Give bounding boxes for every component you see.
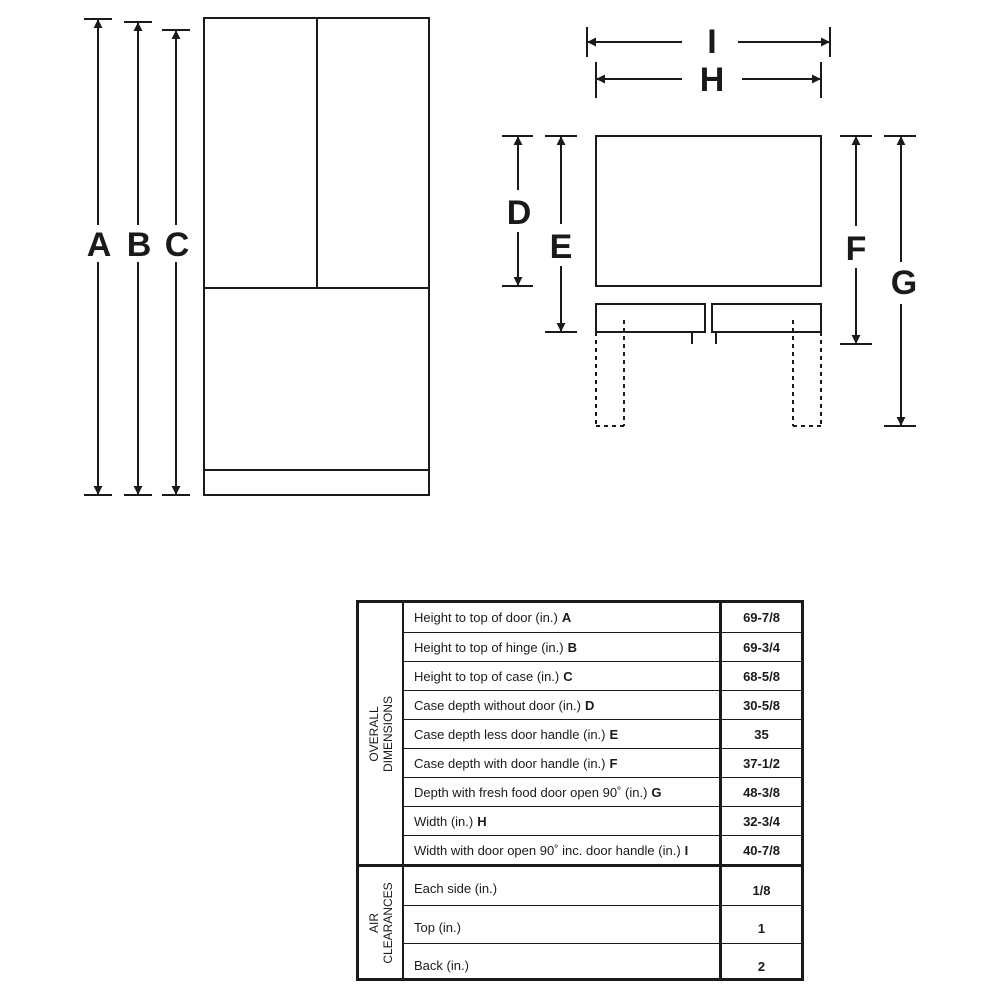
open-door-swing-dashed bbox=[596, 320, 821, 426]
label-i: I bbox=[707, 23, 717, 61]
clearance-value: 1/8 bbox=[752, 882, 771, 898]
dimension-value: 69-7/8 bbox=[743, 610, 780, 625]
table-row: Case depth with door handle (in.) F 37-1/2 bbox=[402, 748, 801, 777]
table-row: Width (in.) H 32-3/4 bbox=[402, 806, 801, 835]
label-d: D bbox=[506, 194, 532, 232]
clearance-value: 2 bbox=[757, 959, 766, 974]
overall-dimensions-heading: OVERALL DIMENSIONS bbox=[366, 695, 395, 772]
dimension-value: 69-3/4 bbox=[743, 639, 780, 655]
dimension-value: 40-7/8 bbox=[743, 842, 780, 858]
table-row: Depth with fresh food door open 90˚ (in.) G 48-3/8 bbox=[402, 777, 801, 806]
label-c: C bbox=[164, 226, 190, 264]
label-b: B bbox=[126, 226, 152, 264]
dimension-value: 32-3/4 bbox=[743, 813, 780, 829]
table-row: Case depth without door (in.) D 30-5/8 bbox=[402, 690, 801, 719]
dimension-value: 35 bbox=[754, 726, 769, 742]
depth-dimension-lines bbox=[502, 136, 916, 426]
table-row: Case depth less door handle (in.) E 35 bbox=[402, 719, 801, 748]
dimension-value: 48-3/8 bbox=[743, 784, 780, 800]
label-a: A bbox=[86, 226, 112, 264]
table-row: Back (in.) 2 bbox=[402, 943, 801, 981]
table-row: Each side (in.) 1/8 bbox=[402, 867, 801, 905]
table-row: Width with door open 90˚ inc. door handle (in.) I 40-7/8 bbox=[402, 835, 801, 864]
left-door-top-view bbox=[596, 304, 705, 332]
overall-dimensions-group bbox=[359, 603, 801, 864]
label-f: F bbox=[845, 230, 867, 268]
table-row: Top (in.) 1 bbox=[402, 905, 801, 943]
label-g: G bbox=[890, 264, 918, 302]
air-clearances-heading: AIR CLEARANCES bbox=[366, 881, 395, 964]
fridge-top-view bbox=[596, 136, 821, 426]
right-door-top-view bbox=[712, 304, 821, 332]
fridge-front-view bbox=[204, 18, 429, 495]
dimension-value: 30-5/8 bbox=[743, 697, 780, 713]
dimension-value: 37-1/2 bbox=[743, 755, 780, 771]
table-row: Height to top of door (in.) A 69-7/8 bbox=[402, 603, 801, 632]
dimensions-table bbox=[356, 600, 804, 981]
air-clearances-group bbox=[359, 864, 801, 978]
table-row: Height to top of hinge (in.) B 69-3/4 bbox=[402, 632, 801, 661]
table-row: Height to top of case (in.) C 68-5/8 bbox=[402, 661, 801, 690]
case-outline bbox=[596, 136, 821, 286]
label-e: E bbox=[549, 228, 573, 266]
dimension-value: 68-5/8 bbox=[743, 668, 780, 684]
label-h: H bbox=[699, 61, 725, 99]
clearance-value: 1 bbox=[757, 921, 766, 936]
